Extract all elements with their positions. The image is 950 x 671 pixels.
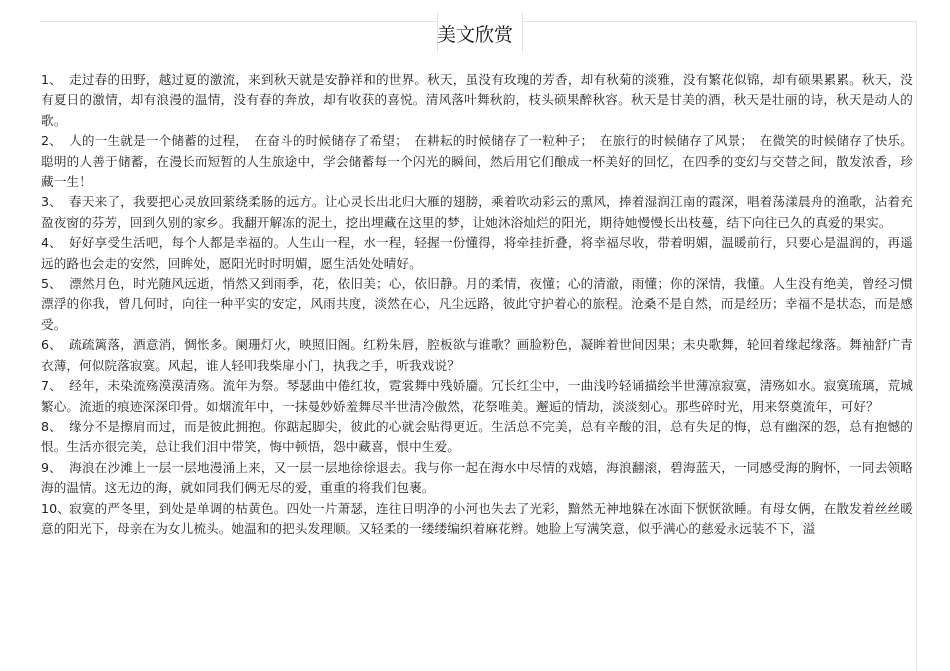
- paragraph-text: 漂然月色，时光随风远逝，悄然又到雨季，花，依旧美；心，依旧静。月的柔情，夜懂；心的清澈，雨懂；你的深情，我懂。人生没有绝美，曾经习惯漂浮的你我，曾几何时，向往一种平实的安定，风雨共度，淡然在心，凡尘远路，彼此守护着心的旅程。沧桑不是自然，而是经历；幸福不是状态，而是感受。: [41, 276, 913, 332]
- paragraph-text: 走过春的田野，越过夏的激流，来到秋天就是安静祥和的世界。秋天，虽没有玫瑰的芳香，却有秋菊的淡雅，没有繁花似锦，却有硕果累累。秋天，没有夏日的激情，却有浪漫的温情，没有春的奔放，却有收获的喜悦。清风落叶舞秋韵，枝头硕果醉秋容。秋天是甘美的酒，秋天是壮丽的诗，秋天是动人的歌。: [41, 72, 913, 128]
- paragraph-number: 10、: [41, 500, 70, 516]
- paragraph-number: 6、: [41, 337, 62, 353]
- paragraph-4: [41, 233, 913, 274]
- paragraph-number: 5、: [41, 276, 62, 292]
- paragraph-text: 寂寞的严冬里，到处是单调的枯黄色。四处一片萧瑟，连往日明净的小河也失去了光彩，黯然无神地躲在冰面下恹恹欲睡。有母女俩，在散发着丝丝暖意的阳光下，母亲在为女儿梳头。她温和的把头发理顺。又轻柔的一缕缕编织着麻花辫。她脸上写满笑意，似乎满心的慈爱永远装不下，溢: [41, 500, 913, 536]
- paragraph-text: 人的一生就是一个储蓄的过程， 在奋斗的时候储存了希望； 在耕耘的时候储存了一粒种子； 在旅行的时候储存了风景； 在微笑的时候储存了快乐。聪明的人善于储蓄，在漫长而短暂的人生旅途中，学会储蓄每一个闪光的瞬间，然后用它们酿成一杯美好的回忆，在四季的变幻与交替之间，散发浓香，珍藏一生！: [41, 133, 913, 190]
- paragraph-number: 3、: [41, 194, 62, 210]
- paragraph-3: [41, 192, 913, 233]
- paragraph-7: [41, 376, 913, 417]
- document-body: [41, 70, 913, 539]
- document-title: 美文欣赏: [436, 24, 513, 46]
- paragraph-text: 海浪在沙滩上一层一层地漫涌上来，又一层一层地徐徐退去。我与你一起在海水中尽情的戏嬉，海浪翻滚，碧海蓝天，一同感受海的胸怀，一同去领略海的温情。这无边的海，就如同我们俩无尽的爱，重重的将我们包裹。: [41, 459, 913, 496]
- paragraph-5: [41, 274, 913, 335]
- paragraph-9: [41, 458, 913, 499]
- paragraph-number: 2、: [41, 133, 62, 149]
- paragraph-8: [41, 417, 913, 458]
- paragraph-text: 缘分不是擦肩而过，而是彼此拥抱。你踮起脚尖，彼此的心就会贴得更近。生活总不完美，总有辛酸的泪，总有失足的悔，总有幽深的怨，总有抱憾的恨。生活亦很完美，总让我们泪中带笑，悔中顿悟，怨中藏喜，恨中生爱。: [41, 418, 913, 455]
- paragraph-1: [41, 70, 913, 131]
- paragraph-text: 经年，未染流殇漠漠清殇。流年为祭。琴瑟曲中倦红妆，霓裳舞中残娇靥。冗长红尘中，一曲浅吟轻诵描绘半世薄凉寂寞，清殇如水。寂寞琉璃，荒城繁心。流逝的痕迹深深印骨。如烟流年中，一抹曼妙娇羞舞尽半世清冷傲然，花祭唯美。邂逅的情劫，淡淡刻心。那些碎时光，用来祭奠流年，可好？: [41, 378, 913, 414]
- paragraph-number: 9、: [41, 459, 62, 475]
- paragraph-number: 7、: [41, 378, 62, 394]
- paragraph-number: 1、: [41, 72, 62, 87]
- paragraph-text: 好好享受生活吧，每个人都是幸福的。人生山一程，水一程，轻握一份懂得，将牵挂折叠，将幸福尽收，带着明媚，温暖前行，只要心是温润的，再遥远的路也会走的安然，回眸处，愿阳光时时明媚，愿生活处处晴好。: [41, 235, 913, 271]
- paragraph-text: 疏疏篱落，酒意消，惆怅多。阑珊灯火，映照旧阁。红粉朱唇，腔板欲与谁歌？画脸粉色，凝眸着世间因果；未央歌舞，轮回着缘起缘落。舞袖舒广青衣薄，何似院落寂寞。风起，谁人轻叩我柴扉小门，执我之手，听我戏说？: [41, 337, 913, 373]
- paragraph-6: [41, 335, 913, 376]
- page-right-border: [916, 21, 917, 671]
- paragraph-number: 8、: [41, 418, 62, 434]
- paragraph-2: [41, 131, 913, 192]
- paragraph-10: [41, 499, 913, 540]
- paragraph-text: 春天来了，我要把心灵放回萦绕柔肠的远方。让心灵长出北归大雁的翅膀，乘着吹动彩云的熏风，捧着湿润江南的霞深，唱着荡漾晨舟的渔歌，沾着充盈夜窗的芬芳，回到久别的家乡。我翻开解冻的泥土，挖出埋藏在这里的梦，让她沐浴灿烂的阳光，期待她慢慢长出枝蔓，结下向往已久的真爱的果实。: [41, 194, 913, 230]
- paragraph-number: 4、: [41, 235, 62, 251]
